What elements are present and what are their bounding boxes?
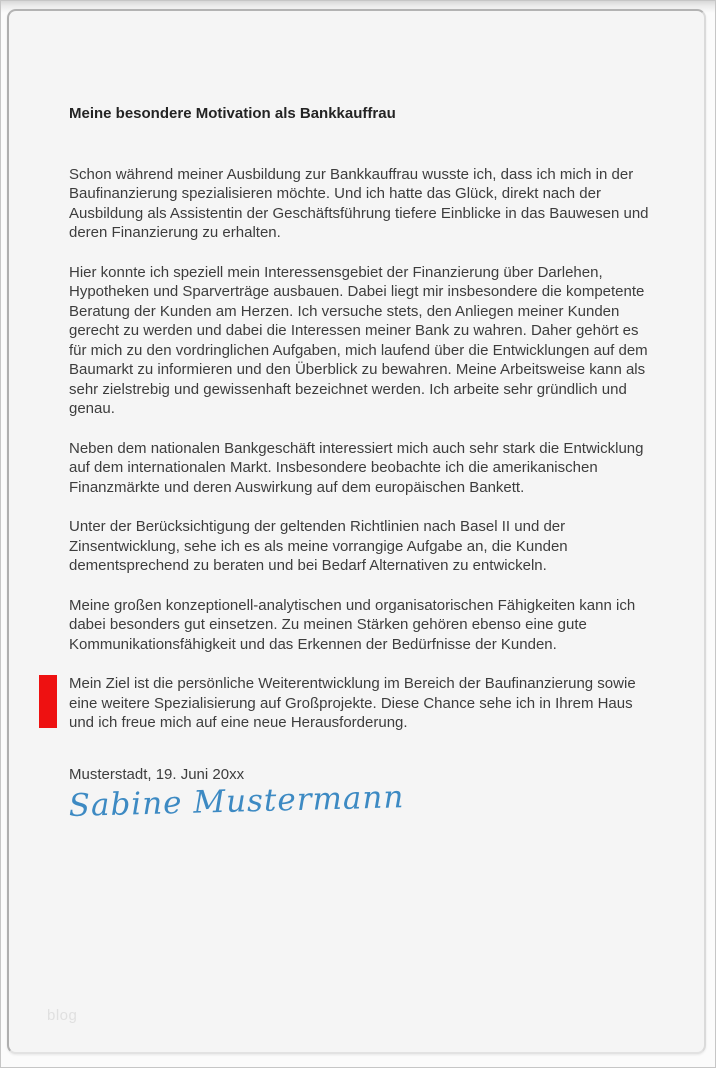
letter-title: Meine besondere Motivation als Bankkauffrau: [69, 105, 396, 122]
date-line: Musterstadt, 19. Juni 20xx: [69, 765, 245, 783]
paragraph-experience: Hier konnte ich speziell mein Interessensgebiet der Finanzierung über Darlehen, Hypotheken und Sparverträge ausbauen. Dabei liegt mir insbesondere die kompetente Beratung der Kunden am Herzen. Ich versuche stets, den Anliegen meiner Kunden gerecht zu werden und dabei die Interessen meiner Bank zu wahren. Daher gehört es für mich zu den vordringlichen Aufgaben, mich laufend über die Entwicklungen auf dem Baumarkt zu informieren und den Überblick zu bewahren. Meine Arbeitsweise kann als sehr zielstrebig und gewissenhaft bezeichnet werden. Ich arbeite sehr gründlich und genau.: [69, 263, 648, 417]
red-highlight-marker: [39, 675, 57, 728]
paragraph-international: Neben dem nationalen Bankgeschäft interessiert mich auch sehr stark die Entwicklung auf dem internationalen Markt. Insbesondere beobachte ich die amerikanischen Finanzmärkte und deren Auswirkung auf dem europäischen Bankett.: [69, 439, 644, 496]
paragraph-intro: Schon während meiner Ausbildung zur Bankkauffrau wusste ich, dass ich mich in der Baufinanzierung spezialisieren möchte. Und ich hatte das Glück, direkt nach der Ausbildung als Assistentin der Geschäftsführung tiefere Einblicke in das Bauwesen und deren Finanzierung zu erhalten.: [69, 165, 649, 241]
paragraph-goal: Mein Ziel ist die persönliche Weiterentwicklung im Bereich der Baufinanzierung sowie eine weitere Spezialisierung auf Großprojekte. Diese Chance sehe ich in Ihrem Haus und ich freue mich auf eine neue Herausforderung.: [69, 675, 636, 731]
signature-handwriting: Sabine Mustermann: [68, 779, 405, 824]
letter-card: [7, 9, 706, 1054]
blog-watermark: blog: [47, 1007, 78, 1024]
letter-body: [9, 11, 710, 822]
paragraph-basel: Unter der Berücksichtigung der geltenden Richtlinien nach Basel II und der Zinsentwicklung, sehe ich es als meine vorrangige Aufgabe an, die Kunden dementsprechend zu beraten und bei Bedarf Alternativen zu entwickeln.: [69, 518, 568, 574]
paragraph-strengths: Meine großen konzeptionell-analytischen und organisatorischen Fähigkeiten kann ich dabei besonders gut einsetzen. Zu meinen Stärken gehören ebenso eine gute Kommunikationsfähigkeit und das Erkennen der Bedürfnisse der Kunden.: [69, 596, 636, 653]
paragraph-goal-wrap: [69, 674, 655, 733]
